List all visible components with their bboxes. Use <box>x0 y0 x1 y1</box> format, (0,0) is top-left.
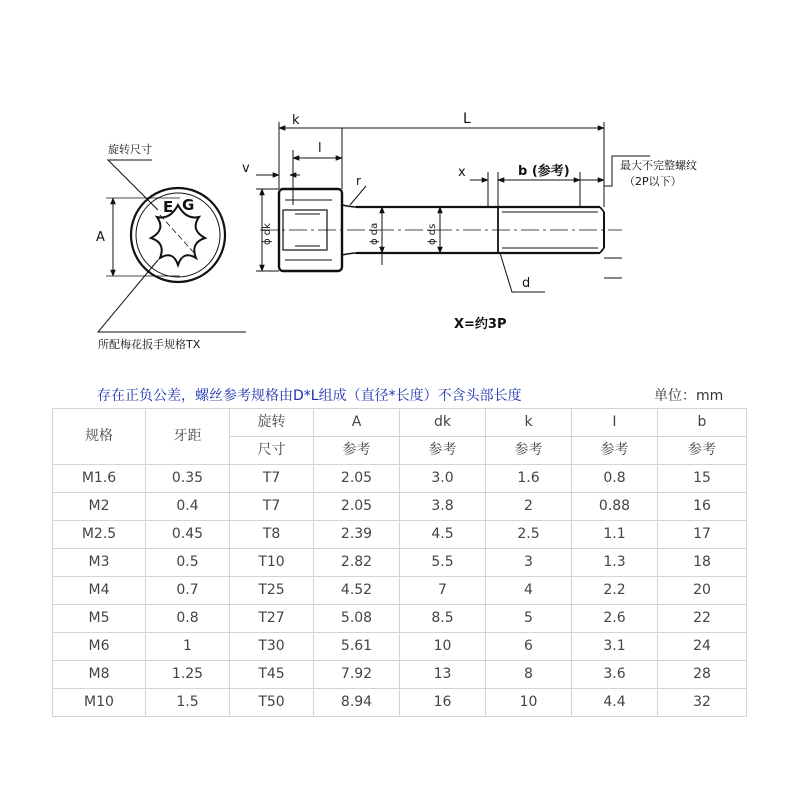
label-max-incomplete-thread: 最大不完整螺纹 <box>620 159 697 172</box>
cell-A: 5.08 <box>314 605 400 633</box>
head-end-view <box>98 160 246 332</box>
cell-k: 10 <box>486 689 572 717</box>
table-row <box>53 633 747 661</box>
cell-dk: 8.5 <box>400 605 486 633</box>
label-phi-da: ϕ da <box>369 222 380 245</box>
label-G: G <box>182 196 195 214</box>
cell-b: 32 <box>658 689 747 717</box>
cell-spec: M5 <box>53 605 146 633</box>
label-2p-below: （2P以下） <box>624 175 682 188</box>
cell-drive: T8 <box>230 521 314 549</box>
label-drive-size: 旋转尺寸 <box>108 143 152 156</box>
cell-b: 15 <box>658 465 747 493</box>
table-row <box>53 521 747 549</box>
cell-l: 0.88 <box>572 493 658 521</box>
cell-drive: T10 <box>230 549 314 577</box>
cell-k: 2.5 <box>486 521 572 549</box>
label-x: x <box>458 165 466 180</box>
cell-pitch: 0.8 <box>146 605 230 633</box>
cell-pitch: 0.4 <box>146 493 230 521</box>
header-k: k <box>486 409 572 437</box>
cell-drive: T45 <box>230 661 314 689</box>
cell-drive: T7 <box>230 465 314 493</box>
cell-A: 8.94 <box>314 689 400 717</box>
table-row <box>53 689 747 717</box>
table-row <box>53 661 747 689</box>
cell-k: 2 <box>486 493 572 521</box>
label-r: r <box>356 174 361 188</box>
label-v: v <box>242 161 250 176</box>
cell-l: 1.3 <box>572 549 658 577</box>
table-row <box>53 549 747 577</box>
cell-l: 1.1 <box>572 521 658 549</box>
cell-l: 3.1 <box>572 633 658 661</box>
cell-dk: 10 <box>400 633 486 661</box>
screw-technical-drawing <box>0 0 800 380</box>
cell-pitch: 0.7 <box>146 577 230 605</box>
cell-dk: 4.5 <box>400 521 486 549</box>
cell-dk: 3.0 <box>400 465 486 493</box>
cell-spec: M2.5 <box>53 521 146 549</box>
header-spec: 规格 <box>53 409 146 465</box>
torx-socket-icon <box>151 205 205 265</box>
cell-k: 8 <box>486 661 572 689</box>
cell-l: 3.6 <box>572 661 658 689</box>
label-L: L <box>463 111 471 127</box>
cell-spec: M6 <box>53 633 146 661</box>
cell-A: 2.82 <box>314 549 400 577</box>
cell-k: 6 <box>486 633 572 661</box>
header-A: A <box>314 409 400 437</box>
label-phi-ds: ϕ ds <box>427 223 438 245</box>
label-phi-dk: ϕ dk <box>262 223 273 245</box>
tolerance-note: 存在正负公差，螺丝参考规格由D*L组成（直径*长度）不含头部长度 <box>97 388 522 404</box>
cell-k: 4 <box>486 577 572 605</box>
cell-pitch: 1.25 <box>146 661 230 689</box>
table-row <box>53 605 747 633</box>
cell-dk: 3.8 <box>400 493 486 521</box>
label-wrench-spec: 所配梅花扳手规格TX <box>98 338 201 351</box>
cell-dk: 13 <box>400 661 486 689</box>
header-dk: dk <box>400 409 486 437</box>
cell-l: 2.2 <box>572 577 658 605</box>
table-row <box>53 577 747 605</box>
label-d: d <box>522 276 531 291</box>
cell-spec: M8 <box>53 661 146 689</box>
cell-drive: T7 <box>230 493 314 521</box>
cell-dk: 16 <box>400 689 486 717</box>
ref-label: 参考 <box>486 437 572 465</box>
cell-b: 20 <box>658 577 747 605</box>
cell-drive: T27 <box>230 605 314 633</box>
cell-l: 0.8 <box>572 465 658 493</box>
spec-table <box>52 408 747 717</box>
cell-A: 2.05 <box>314 493 400 521</box>
cell-b: 17 <box>658 521 747 549</box>
cell-l: 2.6 <box>572 605 658 633</box>
cell-k: 5 <box>486 605 572 633</box>
cell-pitch: 0.35 <box>146 465 230 493</box>
cell-pitch: 0.5 <box>146 549 230 577</box>
screw-side-view <box>260 189 622 271</box>
label-x-eq: X=约3P <box>454 317 507 332</box>
cell-spec: M1.6 <box>53 465 146 493</box>
header-l: I <box>572 409 658 437</box>
cell-dk: 7 <box>400 577 486 605</box>
cell-k: 3 <box>486 549 572 577</box>
cell-k: 1.6 <box>486 465 572 493</box>
ref-label: 参考 <box>658 437 747 465</box>
header-pitch: 牙距 <box>146 409 230 465</box>
cell-A: 5.61 <box>314 633 400 661</box>
label-k: k <box>292 113 300 128</box>
table-row <box>53 493 747 521</box>
cell-spec: M3 <box>53 549 146 577</box>
cell-pitch: 0.45 <box>146 521 230 549</box>
label-E: E <box>163 198 174 216</box>
header-drive-bottom: 尺寸 <box>230 437 314 465</box>
cell-spec: M2 <box>53 493 146 521</box>
unit-label: 单位：mm <box>654 388 724 404</box>
label-A: A <box>96 230 105 245</box>
cell-A: 7.92 <box>314 661 400 689</box>
cell-b: 18 <box>658 549 747 577</box>
label-b-ref: b (参考) <box>518 164 570 179</box>
cell-dk: 5.5 <box>400 549 486 577</box>
cell-b: 22 <box>658 605 747 633</box>
cell-drive: T50 <box>230 689 314 717</box>
cell-drive: T25 <box>230 577 314 605</box>
cell-b: 24 <box>658 633 747 661</box>
header-drive-top: 旋转 <box>230 409 314 437</box>
cell-pitch: 1 <box>146 633 230 661</box>
cell-l: 4.4 <box>572 689 658 717</box>
ref-label: 参考 <box>572 437 658 465</box>
cell-b: 16 <box>658 493 747 521</box>
table-row <box>53 465 747 493</box>
label-l: l <box>318 141 322 156</box>
cell-pitch: 1.5 <box>146 689 230 717</box>
cell-A: 2.05 <box>314 465 400 493</box>
cell-A: 4.52 <box>314 577 400 605</box>
header-b: b <box>658 409 747 437</box>
cell-A: 2.39 <box>314 521 400 549</box>
cell-drive: T30 <box>230 633 314 661</box>
ref-label: 参考 <box>400 437 486 465</box>
ref-label: 参考 <box>314 437 400 465</box>
cell-spec: M10 <box>53 689 146 717</box>
cell-spec: M4 <box>53 577 146 605</box>
cell-b: 28 <box>658 661 747 689</box>
